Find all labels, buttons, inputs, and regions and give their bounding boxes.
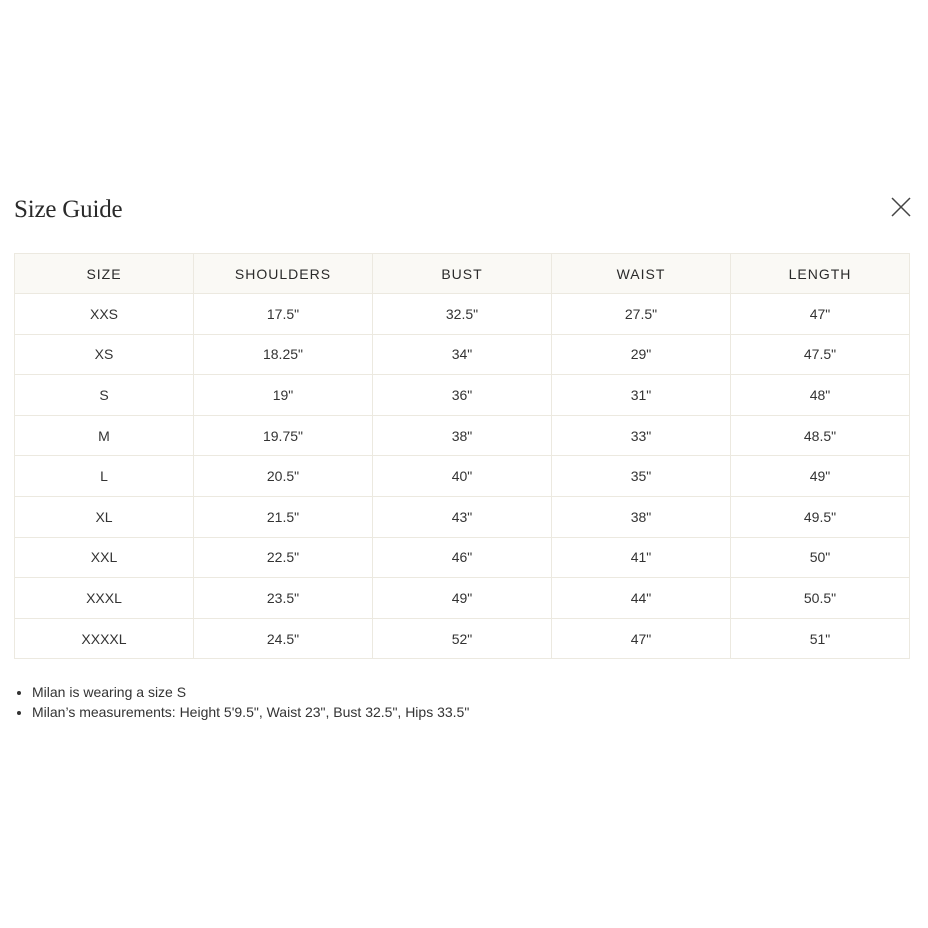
cell-length: 49.5" — [731, 496, 910, 537]
cell-size: XL — [15, 496, 194, 537]
cell-waist: 33" — [552, 415, 731, 456]
cell-length: 47.5" — [731, 334, 910, 375]
cell-waist: 41" — [552, 537, 731, 578]
cell-size: XS — [15, 334, 194, 375]
cell-waist: 31" — [552, 375, 731, 416]
table-row — [15, 496, 910, 537]
cell-bust: 38" — [373, 415, 552, 456]
cell-waist: 35" — [552, 456, 731, 497]
table-row — [15, 294, 910, 335]
cell-size: S — [15, 375, 194, 416]
cell-bust: 32.5" — [373, 294, 552, 335]
cell-size: XXS — [15, 294, 194, 335]
cell-bust: 40" — [373, 456, 552, 497]
cell-bust: 49" — [373, 578, 552, 619]
cell-shoulders: 19" — [194, 375, 373, 416]
cell-length: 48.5" — [731, 415, 910, 456]
cell-shoulders: 17.5" — [194, 294, 373, 335]
cell-shoulders: 23.5" — [194, 578, 373, 619]
cell-length: 50" — [731, 537, 910, 578]
cell-shoulders: 19.75" — [194, 415, 373, 456]
cell-length: 48" — [731, 375, 910, 416]
cell-shoulders: 20.5" — [194, 456, 373, 497]
model-notes — [14, 682, 469, 722]
table-row — [15, 537, 910, 578]
table-row — [15, 578, 910, 619]
table-row — [15, 456, 910, 497]
cell-shoulders: 21.5" — [194, 496, 373, 537]
cell-bust: 46" — [373, 537, 552, 578]
cell-shoulders: 22.5" — [194, 537, 373, 578]
table-row — [15, 375, 910, 416]
column-header-bust: BUST — [373, 254, 552, 294]
size-table — [14, 253, 910, 659]
cell-size: XXXXL — [15, 618, 194, 659]
cell-waist: 47" — [552, 618, 731, 659]
header-row — [15, 254, 910, 294]
modal-title: Size Guide — [14, 196, 123, 223]
cell-length: 49" — [731, 456, 910, 497]
cell-bust: 52" — [373, 618, 552, 659]
cell-bust: 34" — [373, 334, 552, 375]
table-row — [15, 415, 910, 456]
cell-size: L — [15, 456, 194, 497]
cell-length: 47" — [731, 294, 910, 335]
cell-length: 50.5" — [731, 578, 910, 619]
column-header-size: SIZE — [15, 254, 194, 294]
cell-waist: 29" — [552, 334, 731, 375]
note-item: • Milan is wearing a size S — [32, 682, 469, 702]
size-table-body — [15, 294, 910, 659]
column-header-length: LENGTH — [731, 254, 910, 294]
cell-length: 51" — [731, 618, 910, 659]
close-icon — [890, 196, 912, 218]
cell-waist: 44" — [552, 578, 731, 619]
column-header-shoulders: SHOULDERS — [194, 254, 373, 294]
note-item: • Milan’s measurements: Height 5'9.5", Waist 23", Bust 32.5", Hips 33.5" — [32, 702, 469, 722]
table-row — [15, 618, 910, 659]
size-table-header — [15, 254, 910, 294]
cell-bust: 36" — [373, 375, 552, 416]
column-header-waist: WAIST — [552, 254, 731, 294]
cell-size: XXL — [15, 537, 194, 578]
cell-size: M — [15, 415, 194, 456]
cell-size: XXXL — [15, 578, 194, 619]
table-row — [15, 334, 910, 375]
cell-shoulders: 18.25" — [194, 334, 373, 375]
cell-waist: 27.5" — [552, 294, 731, 335]
close-button[interactable] — [890, 196, 912, 218]
cell-bust: 43" — [373, 496, 552, 537]
cell-waist: 38" — [552, 496, 731, 537]
cell-shoulders: 24.5" — [194, 618, 373, 659]
